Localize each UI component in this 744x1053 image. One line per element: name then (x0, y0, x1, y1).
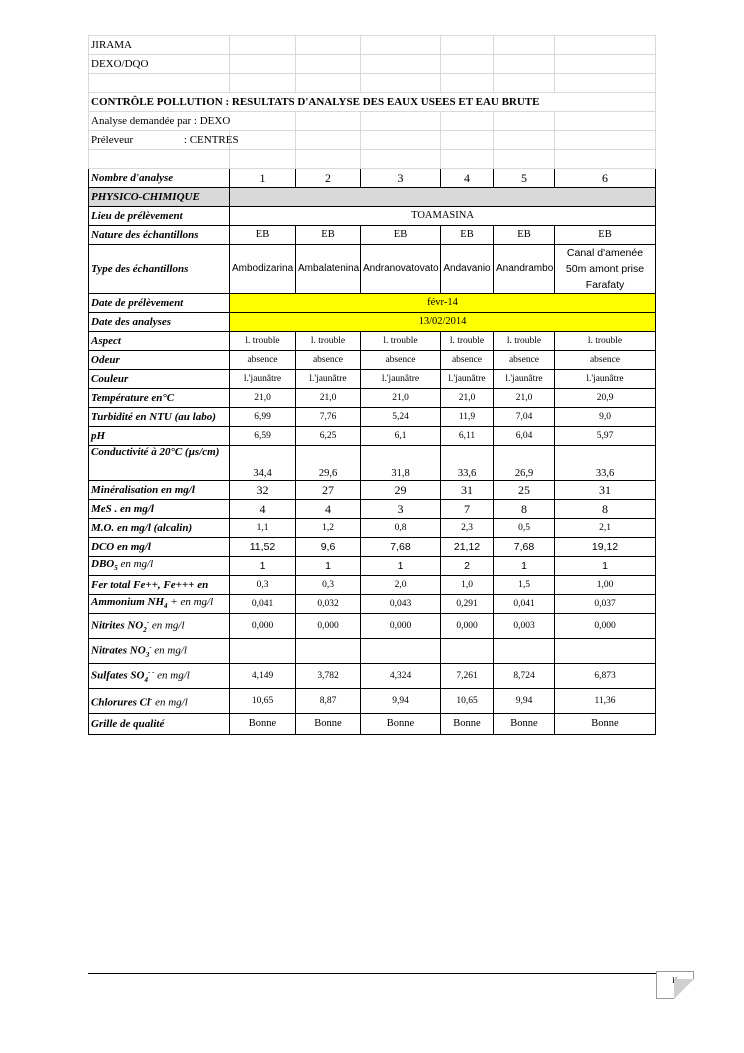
measure-value (555, 639, 656, 664)
measure-value: absence (361, 351, 441, 370)
analysis-number: 4 (441, 169, 494, 188)
measure-value (230, 639, 296, 664)
measure-label-sub: 3 (145, 650, 150, 659)
measure-value (441, 639, 494, 664)
analysis-table (88, 35, 656, 735)
nature-value: EB (441, 226, 494, 245)
measure-row (89, 557, 656, 576)
measure-value: 1 (296, 557, 361, 576)
org-name: JIRAMA (89, 36, 230, 55)
measure-value: absence (555, 351, 656, 370)
measure-value: 4,324 (361, 664, 441, 689)
measure-value: 0,291 (441, 595, 494, 614)
measure-value: l. trouble (296, 332, 361, 351)
measure-value: 4 (230, 500, 296, 519)
org-row (89, 36, 656, 55)
measure-label-text: pH (91, 430, 106, 442)
measure-label-text: Ammonium NH (91, 595, 165, 608)
analysis-number-row (89, 169, 656, 188)
analysis-number: 6 (555, 169, 656, 188)
measure-label (89, 408, 230, 427)
measure-label-unit: en mg/l (152, 696, 188, 709)
nature-row (89, 226, 656, 245)
measure-row (89, 664, 656, 689)
type-value: Ambalatenina (296, 245, 361, 294)
measure-value: 9,0 (555, 408, 656, 427)
measure-label-sup: - (146, 618, 150, 627)
measure-label-sup: - (149, 643, 152, 652)
measure-value: 6,1 (361, 427, 441, 446)
measure-label (89, 538, 230, 557)
analysis-date-value: 13/02/2014 (230, 313, 656, 332)
sample-date-row (89, 294, 656, 313)
measure-value: 0,043 (361, 595, 441, 614)
measure-value: 5,24 (361, 408, 441, 427)
measure-value: absence (296, 351, 361, 370)
measure-label-text: Nitrites NO (91, 619, 144, 632)
place-value: TOAMASINA (230, 207, 656, 226)
measure-value: 1 (230, 557, 296, 576)
measure-row (89, 351, 656, 370)
measure-label-text: Grille de qualité (91, 718, 165, 730)
measure-value: 7 (441, 500, 494, 519)
measure-value: 11,52 (230, 538, 296, 557)
measure-label-text: Couleur (91, 373, 129, 385)
measure-value: l.'jaunâtre (441, 370, 494, 389)
measure-label-text: MeS . en mg/l (91, 503, 154, 515)
measure-value: 0,000 (296, 614, 361, 639)
measure-value: 3 (361, 500, 441, 519)
measure-value: l. trouble (494, 332, 555, 351)
measure-value: absence (494, 351, 555, 370)
measure-label-text: Turbidité en NTU (au labo) (91, 411, 216, 423)
type-value: Canal d'amenée 50m amont prise Farafaty (555, 245, 656, 294)
measure-value: l.'jaunâtre (555, 370, 656, 389)
measure-label (89, 481, 230, 500)
measure-value: 6,04 (494, 427, 555, 446)
measure-value: 21,0 (441, 389, 494, 408)
measure-value: 1,1 (230, 519, 296, 538)
type-value: Anandrambo (494, 245, 555, 294)
measure-value: 0,8 (361, 519, 441, 538)
measure-value: l. trouble (441, 332, 494, 351)
sampler (89, 131, 239, 150)
measure-label (89, 576, 230, 595)
measure-value: 11,9 (441, 408, 494, 427)
nature-value: EB (361, 226, 441, 245)
sample-date-value: févr-14 (230, 294, 656, 313)
measure-row (89, 538, 656, 557)
measure-label-text: Sulfates SO (91, 669, 145, 682)
measure-label-unit: + en mg/l (167, 595, 214, 608)
sampler-label: Préleveur (91, 134, 134, 146)
measure-value: 0,037 (555, 595, 656, 614)
measure-value: 4,149 (230, 664, 296, 689)
measure-value: 8 (494, 500, 555, 519)
measure-label (89, 689, 230, 714)
analysis-number: 3 (361, 169, 441, 188)
measure-row (89, 332, 656, 351)
measure-label (89, 519, 230, 538)
measure-value: l.'jaunâtre (494, 370, 555, 389)
measure-label-sub: 5 (114, 564, 118, 573)
measure-label (89, 664, 230, 689)
measure-row (89, 446, 656, 481)
measure-value: Bonne (494, 714, 555, 735)
measure-value: 2,0 (361, 576, 441, 595)
measure-value (494, 639, 555, 664)
measure-row (89, 689, 656, 714)
analysis-number: 2 (296, 169, 361, 188)
measure-value: l.'jaunâtre (361, 370, 441, 389)
measure-row (89, 481, 656, 500)
measure-value: 1,0 (441, 576, 494, 595)
measure-value: 0,5 (494, 519, 555, 538)
analysis-number-label: Nombre d'analyse (89, 169, 230, 188)
measure-value: 26,9 (494, 446, 555, 481)
measure-row (89, 639, 656, 664)
measure-value: 1,5 (494, 576, 555, 595)
measure-value: 0,000 (555, 614, 656, 639)
measure-row (89, 595, 656, 614)
measure-row (89, 614, 656, 639)
measure-value: 9,94 (494, 689, 555, 714)
measure-label-text: Fer total Fe++, Fe+++ en (91, 579, 209, 591)
measure-label-text: Nitrates NO (91, 644, 146, 657)
measure-value: absence (441, 351, 494, 370)
measure-value: 8,87 (296, 689, 361, 714)
sampler-value: : CENTRES (183, 134, 239, 146)
measure-value: absence (230, 351, 296, 370)
measure-row (89, 714, 656, 735)
measure-value: 1 (555, 557, 656, 576)
measure-value: 4 (296, 500, 361, 519)
measure-value: 6,25 (296, 427, 361, 446)
measure-label-unit: en mg/l (154, 669, 190, 682)
measure-label-text: Minéralisation en mg/l (91, 484, 195, 496)
measure-label (89, 595, 230, 614)
measure-value (361, 639, 441, 664)
nature-value: EB (230, 226, 296, 245)
dept-row (89, 55, 656, 74)
measure-value: 3,782 (296, 664, 361, 689)
measure-value: 7,68 (494, 538, 555, 557)
measure-row (89, 576, 656, 595)
measure-label-sub: 4 (144, 675, 148, 684)
measure-value: 0,000 (230, 614, 296, 639)
measure-value: 7,76 (296, 408, 361, 427)
measure-value: 0,041 (230, 595, 296, 614)
measure-value: 29,6 (296, 446, 361, 481)
measure-row (89, 519, 656, 538)
measure-value: 6,11 (441, 427, 494, 446)
measure-label-text: Odeur (91, 354, 120, 366)
measure-value: 0,041 (494, 595, 555, 614)
analysis-number: 1 (230, 169, 296, 188)
measure-value: 6,59 (230, 427, 296, 446)
measure-value: 27 (296, 481, 361, 500)
measure-label-sup: - (150, 695, 153, 704)
measure-value: l. trouble (361, 332, 441, 351)
type-value: Ambodizarina (230, 245, 296, 294)
section-row (89, 188, 656, 207)
measure-label (89, 446, 230, 481)
measure-value: 0,032 (296, 595, 361, 614)
measure-value: 1,2 (296, 519, 361, 538)
measure-value: 21,0 (361, 389, 441, 408)
measure-label (89, 332, 230, 351)
measure-value: 9,6 (296, 538, 361, 557)
measure-value: 20,9 (555, 389, 656, 408)
measure-label (89, 427, 230, 446)
measure-value: Bonne (296, 714, 361, 735)
measure-value: l.'jaunâtre (230, 370, 296, 389)
type-label: Type des échantillons (89, 245, 230, 294)
measure-value: 33,6 (555, 446, 656, 481)
measure-value: 21,0 (494, 389, 555, 408)
measure-label-text: Aspect (91, 335, 121, 347)
measure-value: 33,6 (441, 446, 494, 481)
measure-value: 10,65 (230, 689, 296, 714)
section-label: PHYSICO-CHIMIQUE (89, 188, 230, 207)
report-title: CONTRÔLE POLLUTION : RESULTATS D'ANALYSE DES EAUX USEES ET EAU BRUTE (89, 93, 656, 112)
measure-value: 21,12 (441, 538, 494, 557)
measure-label (89, 614, 230, 639)
sampler-row (89, 131, 656, 150)
measure-value: 31 (555, 481, 656, 500)
nature-value: EB (555, 226, 656, 245)
report-sheet (88, 35, 655, 735)
measure-value: 11,36 (555, 689, 656, 714)
measure-row (89, 389, 656, 408)
measure-label (89, 714, 230, 735)
measure-value: 29 (361, 481, 441, 500)
measure-value: 31 (441, 481, 494, 500)
measure-value: 31,8 (361, 446, 441, 481)
measure-value: 2,3 (441, 519, 494, 538)
measure-label-unit: en mg/l (151, 644, 187, 657)
measure-value: 0,000 (361, 614, 441, 639)
measure-value: 0,3 (296, 576, 361, 595)
place-label: Lieu de prélèvement (89, 207, 230, 226)
measure-label (89, 500, 230, 519)
requested-by: Analyse demandée par : DEXO (89, 112, 296, 131)
measure-row (89, 370, 656, 389)
page-mark (656, 971, 694, 999)
measure-value: 1 (361, 557, 441, 576)
measure-value: 25 (494, 481, 555, 500)
nature-value: EB (494, 226, 555, 245)
measure-value: 21,0 (230, 389, 296, 408)
type-value: Andavanio (441, 245, 494, 294)
measure-value: 5,97 (555, 427, 656, 446)
measure-label (89, 639, 230, 664)
measure-value: 2,1 (555, 519, 656, 538)
measure-row (89, 427, 656, 446)
measure-value: 7,261 (441, 664, 494, 689)
analysis-date-label: Date des analyses (89, 313, 230, 332)
measure-value: 6,873 (555, 664, 656, 689)
measure-value: 32 (230, 481, 296, 500)
measure-value: Bonne (361, 714, 441, 735)
measure-label-unit: en mg/l (149, 619, 185, 632)
measure-value: 2 (441, 557, 494, 576)
place-row (89, 207, 656, 226)
measure-row (89, 408, 656, 427)
title-row (89, 93, 656, 112)
measure-label (89, 351, 230, 370)
measure-value: 0,000 (441, 614, 494, 639)
measure-label-text: DCO en mg/l (91, 541, 151, 553)
measure-label-sup: - - (148, 668, 155, 677)
measure-value: 21,0 (296, 389, 361, 408)
requested-row (89, 112, 656, 131)
measure-value: 0,003 (494, 614, 555, 639)
type-value: Andranovatovato (361, 245, 441, 294)
measure-label-text: Chlorures Cl (91, 696, 150, 709)
measure-value: 8 (555, 500, 656, 519)
measure-label (89, 557, 230, 576)
nature-label: Nature des échantillons (89, 226, 230, 245)
measure-label-sub: 4 (164, 602, 168, 611)
measure-value: 19,12 (555, 538, 656, 557)
measure-value: 7,04 (494, 408, 555, 427)
measure-value: 10,65 (441, 689, 494, 714)
measure-value: l. trouble (555, 332, 656, 351)
page-mark-text: K (672, 976, 678, 985)
measure-label-sub: 2 (143, 625, 147, 634)
measure-value: 0,3 (230, 576, 296, 595)
type-row (89, 245, 656, 294)
measure-value: 8,724 (494, 664, 555, 689)
measure-value (296, 639, 361, 664)
measure-value: 9,94 (361, 689, 441, 714)
measure-value: Bonne (441, 714, 494, 735)
measure-value: 7,68 (361, 538, 441, 557)
measure-value: Bonne (555, 714, 656, 735)
measure-label-text: DBO (91, 557, 115, 570)
footer-rule (88, 973, 665, 974)
measure-value: 1,00 (555, 576, 656, 595)
measure-value: l.'jaunâtre (296, 370, 361, 389)
measure-value: 1 (494, 557, 555, 576)
measure-label-unit: en mg/l (117, 557, 154, 570)
measure-label (89, 370, 230, 389)
measure-label (89, 389, 230, 408)
measure-label-text: M.O. en mg/l (alcalin) (91, 522, 193, 534)
measure-value: l. trouble (230, 332, 296, 351)
nature-value: EB (296, 226, 361, 245)
measure-row (89, 500, 656, 519)
analysis-date-row (89, 313, 656, 332)
sample-date-label: Date de prélèvement (89, 294, 230, 313)
dept-name: DEXO/DQO (89, 55, 230, 74)
measure-value: 6,99 (230, 408, 296, 427)
measure-value: 34,4 (230, 446, 296, 481)
analysis-number: 5 (494, 169, 555, 188)
page-fold-icon (674, 979, 694, 999)
measure-label-text: Température en°C (91, 392, 175, 404)
measure-label-text: Conductivité à 20°C (µs/cm) (91, 446, 220, 458)
measure-value: Bonne (230, 714, 296, 735)
